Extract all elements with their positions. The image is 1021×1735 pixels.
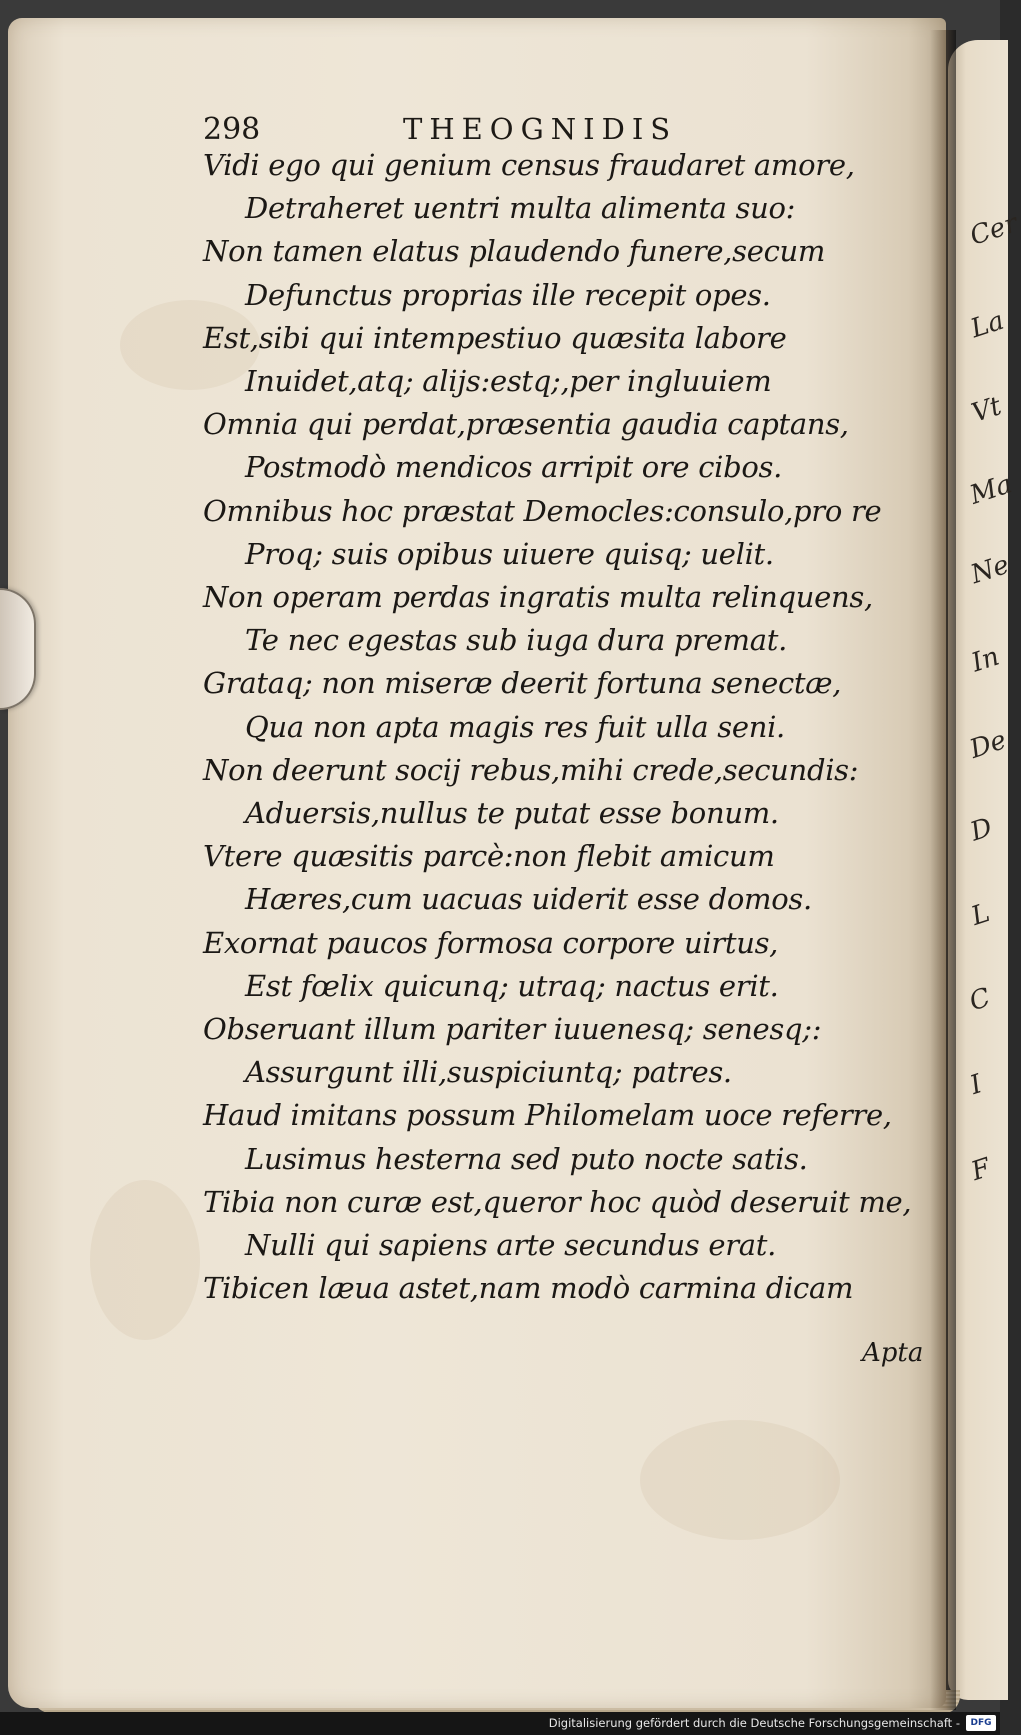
right-page-fragment: I — [966, 1069, 986, 1101]
verse-line-hexameter: Omnibus hoc præstat Democles:consulo,pro re — [203, 493, 882, 528]
verse-line-pentameter: Hæres,cum uacuas uiderit esse domos. — [245, 882, 812, 917]
verse-line-hexameter: Grataq; non miseræ deerit fortuna senectæ, — [203, 666, 842, 701]
verse-line-pentameter: Detraheret uentri multa alimenta suo: — [245, 191, 796, 226]
verse-line-hexameter: Tibia non curæ est,queror hoc quòd deseruit me, — [203, 1184, 912, 1219]
right-page-fragment: F — [967, 1152, 995, 1188]
right-page-fragment: In — [968, 641, 1003, 679]
dfg-logo: DFG — [966, 1715, 996, 1731]
right-page-fragment: L — [967, 898, 994, 932]
right-page-fragment: De — [966, 725, 1010, 765]
verse-line-hexameter: Haud imitans possum Philomelam uoce referre, — [203, 1098, 892, 1133]
verse-line-pentameter: Lusimus hesterna sed puto nocte satis. — [245, 1141, 808, 1176]
verse-line-pentameter: Defunctus proprias ille recepit opes. — [245, 277, 771, 312]
footer-credit: Digitalisierung gefördert durch die Deutsche Forschungsgemeinschaft - — [548, 1716, 960, 1730]
verse-line-pentameter: Inuidet,atq; alijs:estq;,per ingluuiem — [245, 364, 772, 398]
running-head: THEOGNIDIS — [403, 112, 678, 146]
verse-line-hexameter: Vtere quæsitis parcè:non flebit amicum — [203, 839, 775, 874]
verse-line-pentameter: Est fœlix quicunq; utraq; nactus erit. — [245, 968, 779, 1003]
right-page-fragment: C — [965, 982, 995, 1018]
verse-line-pentameter: Postmodò mendicos arripit ore cibos. — [245, 450, 783, 485]
verse-line-pentameter: Aduersis,nullus te putat esse bonum. — [245, 796, 779, 830]
catchword: Apta — [862, 1338, 924, 1368]
right-page-fragment: Ma — [966, 469, 1016, 511]
page-number: 298 — [203, 112, 261, 147]
verse-line-hexameter: Non deerunt socij rebus,mihi crede,secundis: — [203, 752, 859, 787]
verse-line-pentameter: Assurgunt illi,suspiciuntq; patres. — [245, 1055, 732, 1090]
right-page-fragment: D — [966, 812, 996, 848]
verse-line-pentameter: Proq; suis opibus uiuere quisq; uelit. — [245, 536, 774, 571]
verse-line-hexameter: Non operam perdas ingratis multa relinquens, — [203, 580, 873, 614]
verse-line-pentameter: Qua non apta magis res fuit ulla seni. — [245, 709, 785, 744]
verse-line-hexameter: Obseruant illum pariter iuuenesq; senesq;: — [203, 1012, 822, 1046]
verse-line-hexameter: Est,sibi qui intempestiuo quæsita labore — [203, 320, 787, 355]
verse-line-hexameter: Omnia qui perdat,præsentia gaudia captans, — [203, 407, 849, 442]
verse-line-hexameter: Non tamen elatus plaudendo funere,secum — [203, 234, 826, 269]
verse-line-hexameter: Tibicen læua astet,nam modò carmina dicam — [203, 1271, 854, 1306]
verse-line-pentameter: Nulli qui sapiens arte secundus erat. — [245, 1228, 777, 1262]
verse-line-hexameter: Exornat paucos formosa corpore uirtus, — [203, 925, 779, 960]
right-page-fragment: Cer — [966, 208, 1021, 252]
right-page-fragment: La — [967, 305, 1008, 345]
verse-line-hexameter: Vidi ego qui genium census fraudaret amore, — [203, 148, 855, 182]
right-page-fragment: Vt — [968, 391, 1006, 429]
right-page-fragment: Ne — [967, 549, 1013, 591]
verse-line-pentameter: Te nec egestas sub iuga dura premat. — [245, 623, 788, 658]
